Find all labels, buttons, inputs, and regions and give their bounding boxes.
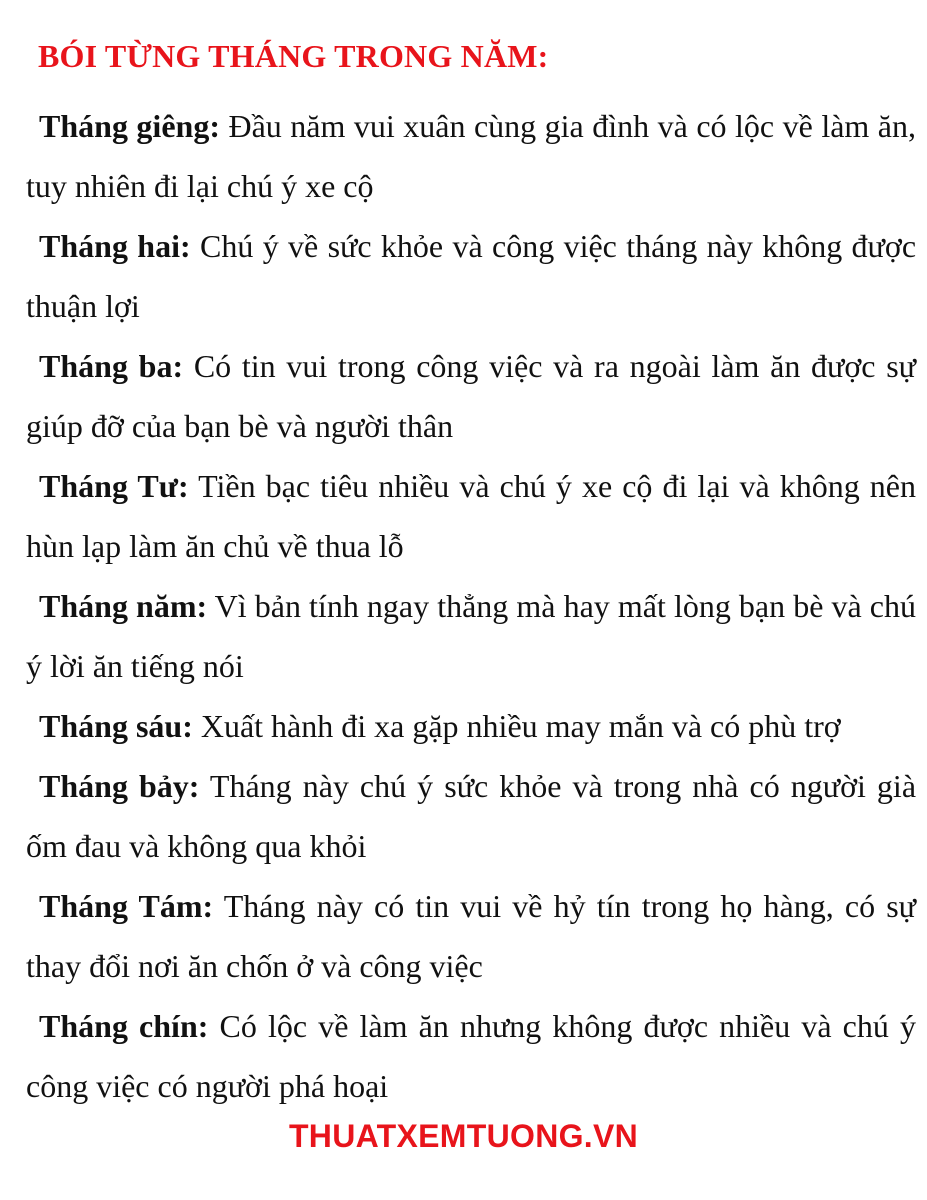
month-label: Tháng năm: — [39, 588, 208, 624]
month-label: Tháng giêng: — [39, 108, 220, 144]
month-label: Tháng bảy: — [39, 768, 200, 804]
month-entry-4 — [26, 456, 916, 576]
month-text: Xuất hành đi xa gặp nhiều may mắn và có phù trợ — [200, 708, 841, 744]
site-watermark: THUATXEMTUONG.VN — [288, 1118, 639, 1154]
month-entries — [26, 96, 916, 1116]
month-text: Có lộc về làm ăn nhưng không được nhiều và chú ý công việc có người phá hoại — [26, 1008, 917, 1104]
month-text: Chú ý về sức khỏe và công việc tháng này không được thuận lợi — [26, 228, 917, 324]
month-entry-2 — [26, 216, 916, 336]
month-text: Vì bản tính ngay thẳng mà hay mất lòng bạn bè và chú ý lời ăn tiếng nói — [26, 588, 917, 684]
month-label: Tháng chín: — [39, 1008, 209, 1044]
month-entry-9 — [26, 996, 916, 1116]
month-label: Tháng Tư: — [39, 468, 189, 504]
month-label: Tháng ba: — [39, 348, 184, 384]
page-title: BÓI TỪNG THÁNG TRONG NĂM: — [38, 38, 549, 74]
month-entry-7 — [26, 756, 916, 876]
month-label: Tháng hai: — [39, 228, 191, 264]
month-text: Đầu năm vui xuân cùng gia đình và có lộc về làm ăn, tuy nhiên đi lại chú ý xe cộ — [26, 108, 917, 204]
month-entry-5 — [26, 576, 916, 696]
month-text: Tháng này có tin vui về hỷ tín trong họ hàng, có sự thay đổi nơi ăn chốn ở và công việc — [26, 888, 917, 984]
month-entry-8 — [26, 876, 916, 996]
month-label: Tháng sáu: — [39, 708, 193, 744]
month-entry-6 — [26, 696, 916, 756]
month-text: Tháng này chú ý sức khỏe và trong nhà có người già ốm đau và không qua khỏi — [26, 768, 917, 864]
month-entry-1 — [26, 96, 916, 216]
month-entry-3 — [26, 336, 916, 456]
month-label: Tháng Tám: — [39, 888, 214, 924]
month-text: Có tin vui trong công việc và ra ngoài làm ăn được sự giúp đỡ của bạn bè và người thân — [26, 348, 917, 444]
month-text: Tiền bạc tiêu nhiều và chú ý xe cộ đi lại và không nên hùn lạp làm ăn chủ về thua lỗ — [26, 468, 917, 564]
